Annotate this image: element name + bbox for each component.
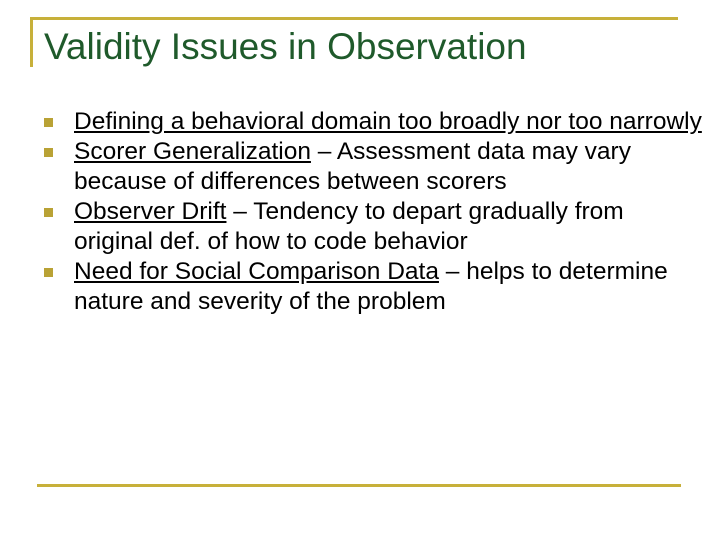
bullet-term: Defining a behavioral domain too broadly nor too narrowly <box>74 108 702 135</box>
bullet-item <box>44 197 704 257</box>
bullet-item <box>44 257 704 317</box>
square-bullet-icon <box>44 148 53 157</box>
bullet-item <box>44 137 704 197</box>
bullet-text: – Assessment data may vary because of differences between scorers <box>74 138 631 195</box>
bullet-text: – Tendency to depart gradually from original def. of how to code behavior <box>74 198 624 255</box>
bullet-term: Need for Social Comparison Data <box>74 258 439 285</box>
left-frame-line <box>30 17 33 67</box>
square-bullet-icon <box>44 268 53 277</box>
square-bullet-icon <box>44 118 53 127</box>
slide-title: Validity Issues in Observation <box>44 26 527 67</box>
bullet-item <box>44 107 704 137</box>
bullet-term: Scorer Generalization <box>74 138 311 165</box>
bullet-term: Observer Drift <box>74 198 227 225</box>
square-bullet-icon <box>44 208 53 217</box>
top-frame-line <box>30 17 678 20</box>
bottom-rule-line <box>37 484 681 487</box>
bullet-text: – helps to determine nature and severity of the problem <box>74 258 668 315</box>
bullet-list <box>44 107 704 317</box>
